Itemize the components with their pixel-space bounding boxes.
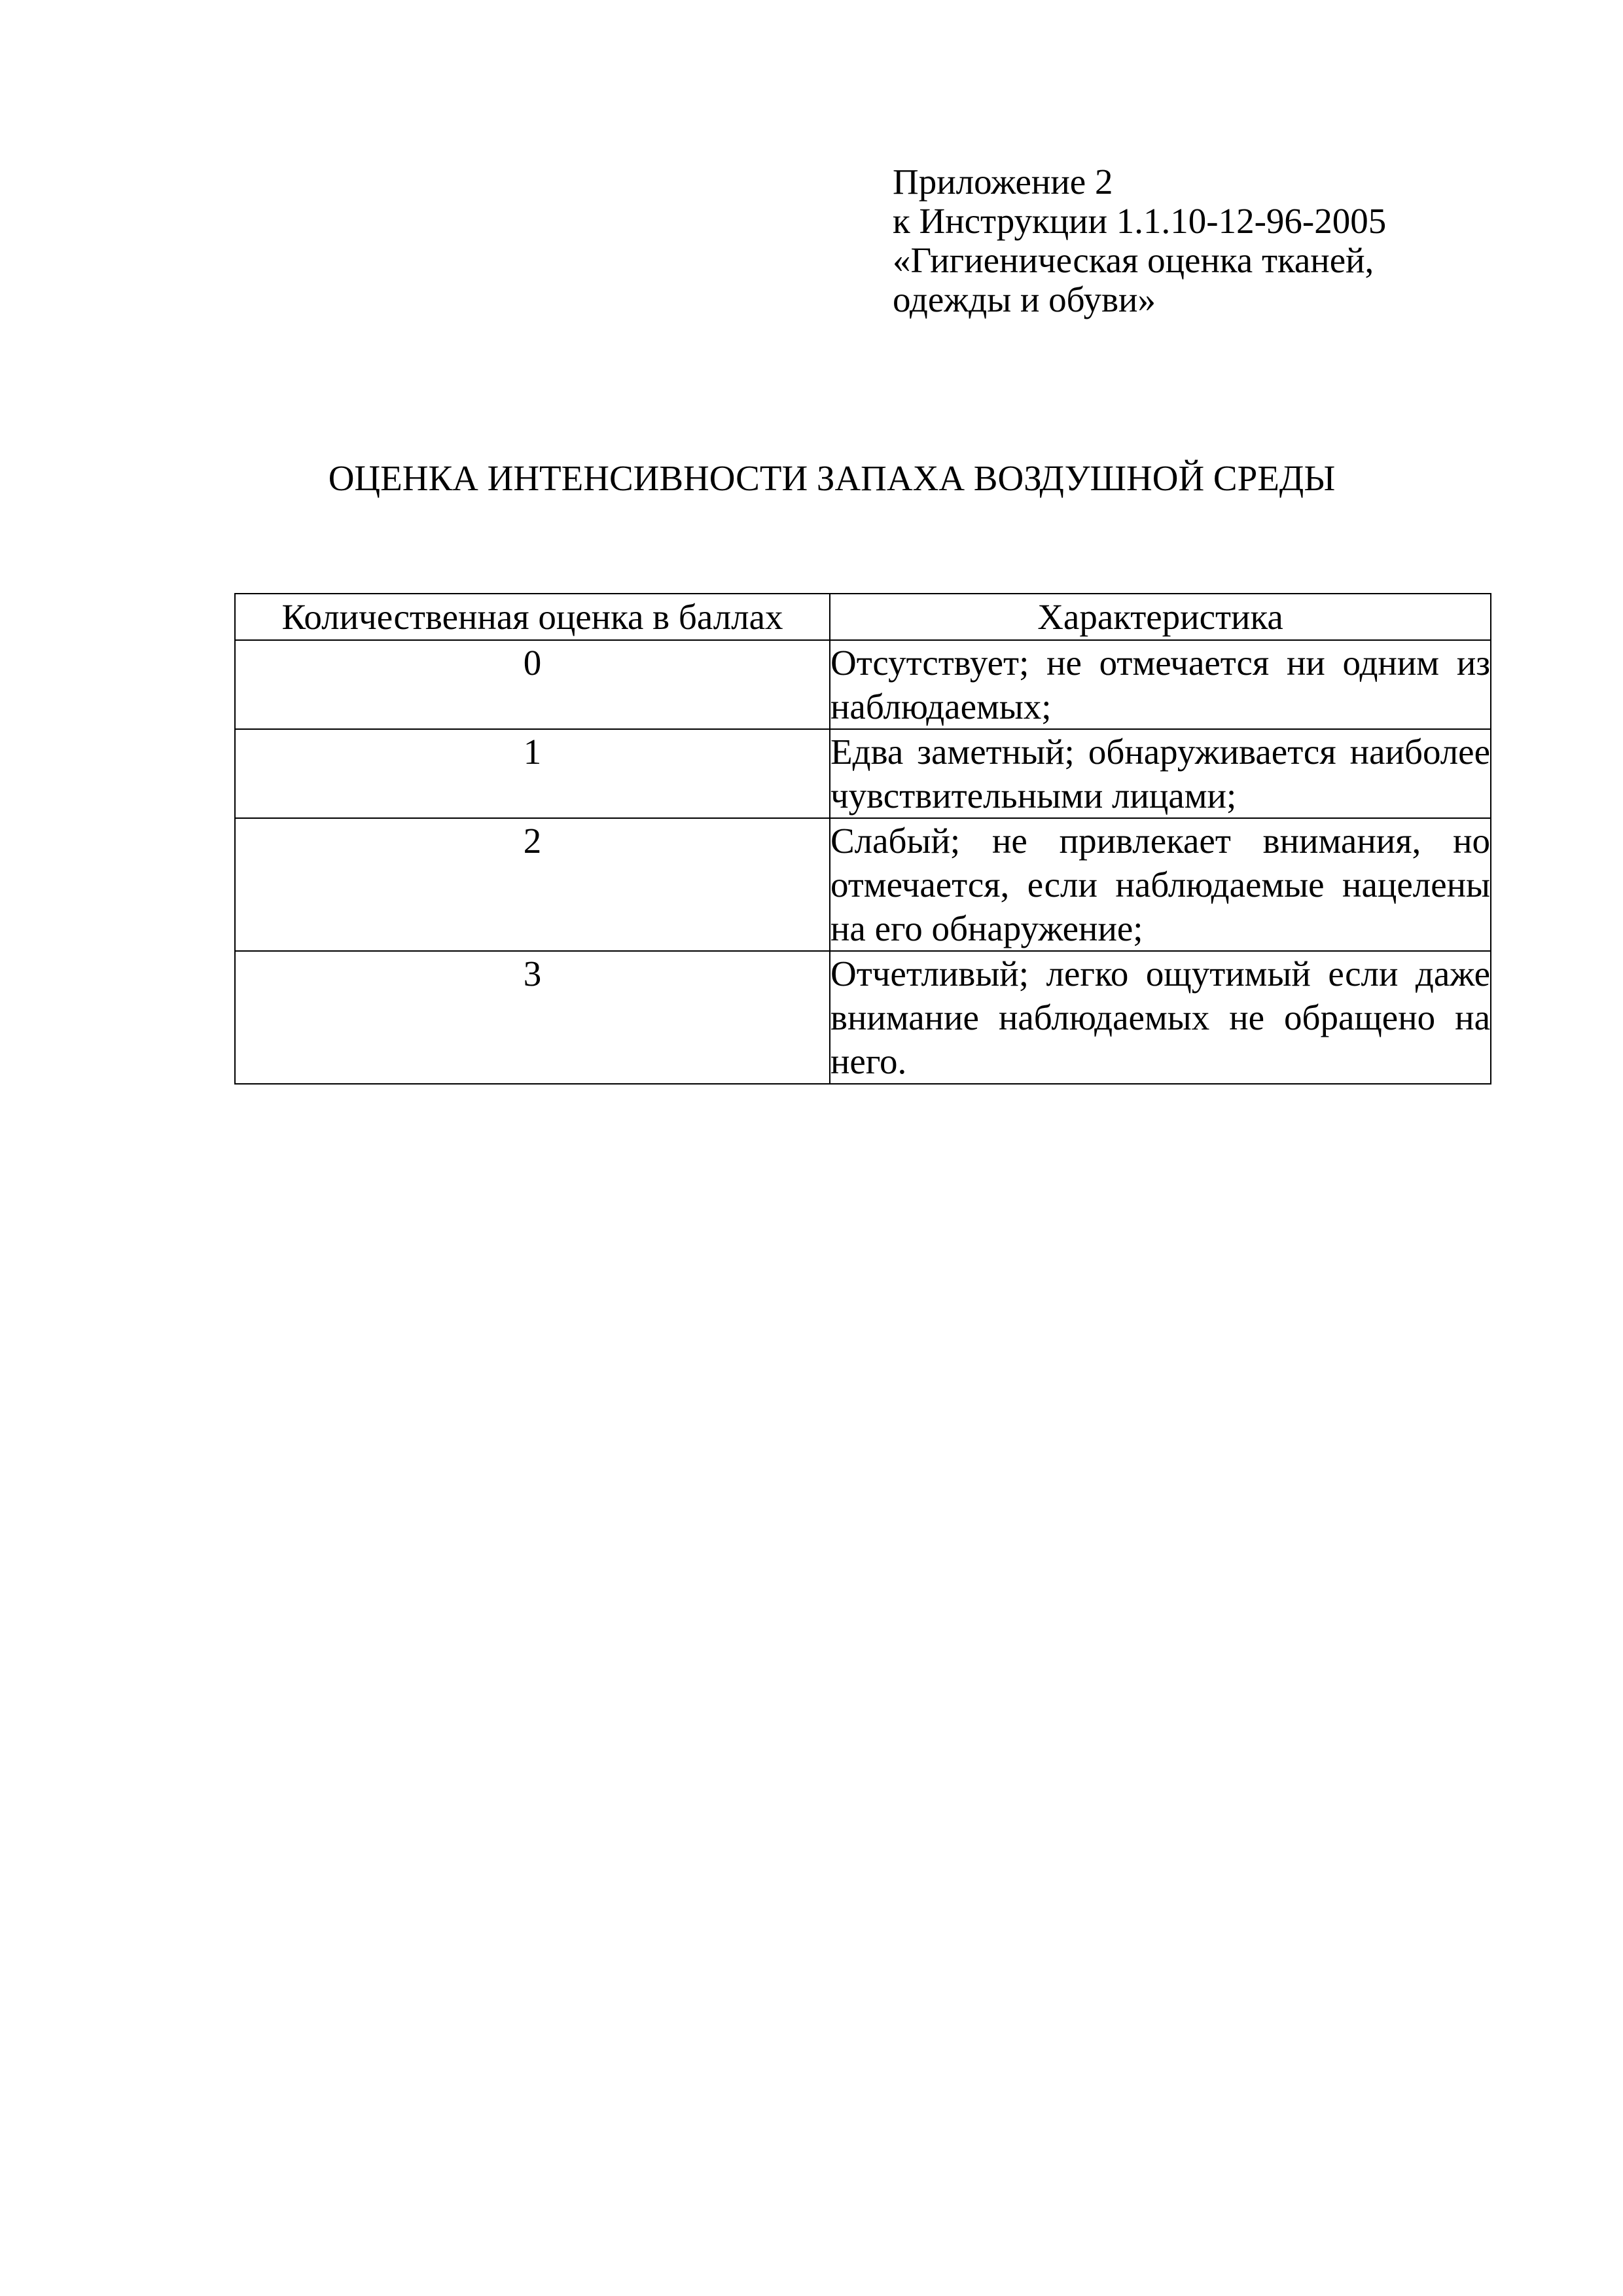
score-cell: 3 [235, 951, 830, 1084]
annex-number: Приложение 2 [893, 162, 1113, 202]
annex-instruction-title-line1: «Гигиеническая оценка тканей, [893, 240, 1374, 280]
table-row [235, 951, 1491, 1084]
table-row [235, 818, 1491, 951]
score-cell: 0 [235, 640, 830, 729]
table-row [235, 640, 1491, 729]
description-cell: Отчетливый; легко ощутимый если даже внимание наблюдаемых не обращено на него. [830, 951, 1491, 1084]
odor-intensity-table [234, 593, 1491, 1085]
score-cell: 1 [235, 729, 830, 818]
description-cell: Слабый; не привлекает внимания, но отмечается, если наблюдаемые нацелены на его обнаружение; [830, 818, 1491, 951]
description-cell: Отсутствует; не отмечается ни одним из наблюдаемых; [830, 640, 1491, 729]
annex-header [893, 162, 1580, 319]
description-cell: Едва заметный; обнаруживается наиболее чувствительными лицами; [830, 729, 1491, 818]
annex-instruction-title-line2: одежды и обуви» [893, 279, 1156, 319]
score-cell: 2 [235, 818, 830, 951]
table-header-row [235, 594, 1491, 640]
document-title: ОЦЕНКА ИНТЕНСИВНОСТИ ЗАПАХА ВОЗДУШНОЙ СРЕДЫ [328, 458, 1336, 498]
annex-instruction-ref: к Инструкции 1.1.10-12-96-2005 [893, 201, 1387, 241]
table-row [235, 729, 1491, 818]
header-description: Характеристика [830, 594, 1491, 640]
header-score: Количественная оценка в баллах [235, 594, 830, 640]
